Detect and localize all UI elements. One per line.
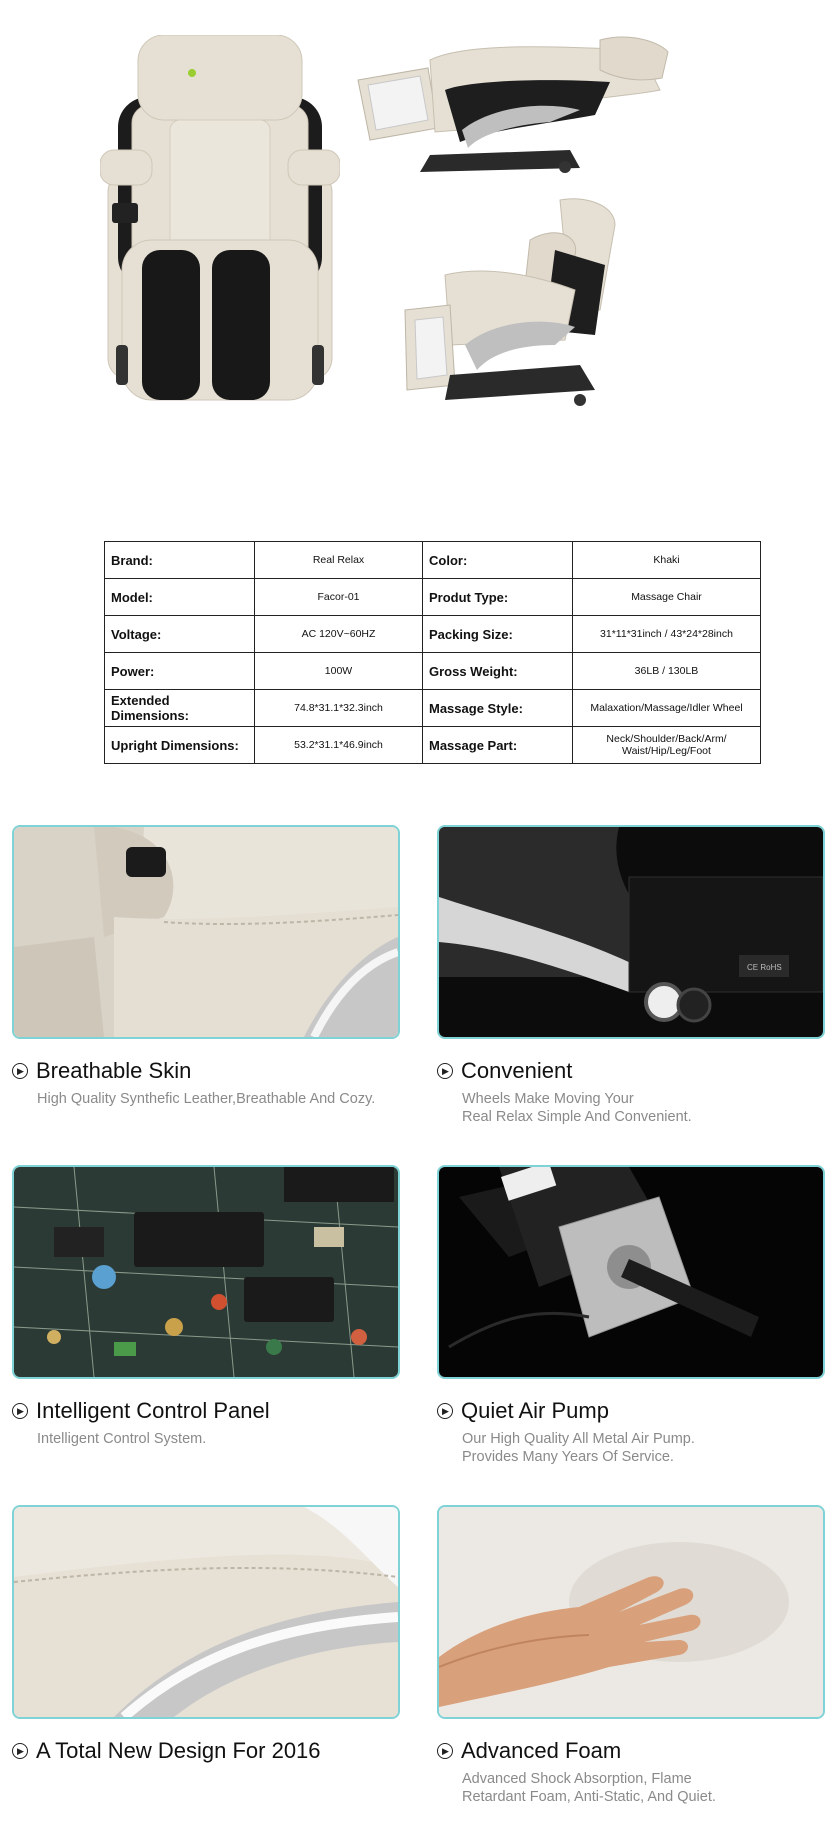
hand-on-foam-image (437, 1505, 825, 1719)
feature-title: Intelligent Control Panel (36, 1398, 270, 1423)
spec-label: Power: (105, 653, 255, 690)
feature-description (462, 1430, 832, 1466)
feature-description-line: Intelligent Control System. (37, 1431, 207, 1447)
wheel-closeup-image (437, 825, 825, 1039)
feature-description-line: Our High Quality All Metal Air Pump. (462, 1431, 695, 1447)
feature-title-row (12, 1058, 191, 1084)
feature-title: A Total New Design For 2016 (36, 1738, 321, 1763)
feature-title: Convenient (461, 1058, 573, 1083)
product-hero (0, 0, 838, 520)
feature-title: Advanced Foam (461, 1738, 622, 1763)
feature-description (462, 1770, 832, 1806)
feature-title-row (437, 1738, 621, 1764)
feature-description-line: Provides Many Years Of Service. (462, 1449, 674, 1465)
spec-label: Massage Style: (423, 690, 573, 727)
spec-label: Produt Type: (423, 579, 573, 616)
feature-title-row (12, 1738, 321, 1764)
feature-title-row (12, 1398, 270, 1424)
spec-row (105, 690, 761, 727)
play-circle-icon: ▶ (12, 1403, 28, 1419)
spec-label: Packing Size: (423, 616, 573, 653)
feature-title: Quiet Air Pump (461, 1398, 609, 1423)
spec-label: Gross Weight: (423, 653, 573, 690)
spec-table (104, 541, 761, 764)
leather-closeup-image (12, 825, 400, 1039)
feature-description-line: Real Relax Simple And Convenient. (462, 1109, 692, 1125)
spec-label: Model: (105, 579, 255, 616)
spec-value: 53.2*31.1*46.9inch (255, 727, 423, 764)
feature-description (462, 1090, 832, 1126)
feature-description-line: High Quality Synthefic Leather,Breathable And Cozy. (37, 1091, 376, 1107)
spec-value: AC 120V~60HZ (255, 616, 423, 653)
spec-label: Color: (423, 542, 573, 579)
spec-row (105, 579, 761, 616)
spec-value: Neck/Shoulder/Back/Arm/ Waist/Hip/Leg/Foot (573, 727, 761, 764)
spec-label: Massage Part: (423, 727, 573, 764)
chair-front-image (100, 35, 340, 465)
spec-value: 74.8*31.1*32.3inch (255, 690, 423, 727)
spec-label: Extended Dimensions: (105, 690, 255, 727)
spec-value: Facor-01 (255, 579, 423, 616)
feature-description-line: Wheels Make Moving Your (462, 1091, 634, 1107)
chair-curve-closeup-image (12, 1505, 400, 1719)
play-circle-icon: ▶ (437, 1063, 453, 1079)
spec-label: Upright Dimensions: (105, 727, 255, 764)
spec-value: 31*11*31inch / 43*24*28inch (573, 616, 761, 653)
spec-row (105, 653, 761, 690)
feature-description-line: Retardant Foam, Anti-Static, And Quiet. (462, 1789, 716, 1805)
feature-title-row (437, 1058, 572, 1084)
spec-row (105, 616, 761, 653)
chair-reclined-image (350, 30, 680, 185)
spec-value: Massage Chair (573, 579, 761, 616)
spec-label: Voltage: (105, 616, 255, 653)
play-circle-icon: ▶ (437, 1403, 453, 1419)
spec-value: Khaki (573, 542, 761, 579)
spec-value: 100W (255, 653, 423, 690)
spec-row (105, 727, 761, 764)
circuit-board-image (12, 1165, 400, 1379)
feature-description (37, 1090, 407, 1108)
chair-upright-image (395, 195, 645, 415)
spec-row (105, 542, 761, 579)
spec-value: Real Relax (255, 542, 423, 579)
feature-description-line: Advanced Shock Absorption, Flame (462, 1771, 692, 1787)
feature-title-row (437, 1398, 609, 1424)
feature-description (37, 1430, 407, 1448)
feature-title: Breathable Skin (36, 1058, 192, 1083)
air-pump-motor-image (437, 1165, 825, 1379)
play-circle-icon: ▶ (12, 1743, 28, 1759)
play-circle-icon: ▶ (437, 1743, 453, 1759)
spec-label: Brand: (105, 542, 255, 579)
play-circle-icon: ▶ (12, 1063, 28, 1079)
spec-value: Malaxation/Massage/Idler Wheel (573, 690, 761, 727)
svg-text:CE RoHS: CE RoHS (747, 963, 782, 972)
spec-value: 36LB / 130LB (573, 653, 761, 690)
